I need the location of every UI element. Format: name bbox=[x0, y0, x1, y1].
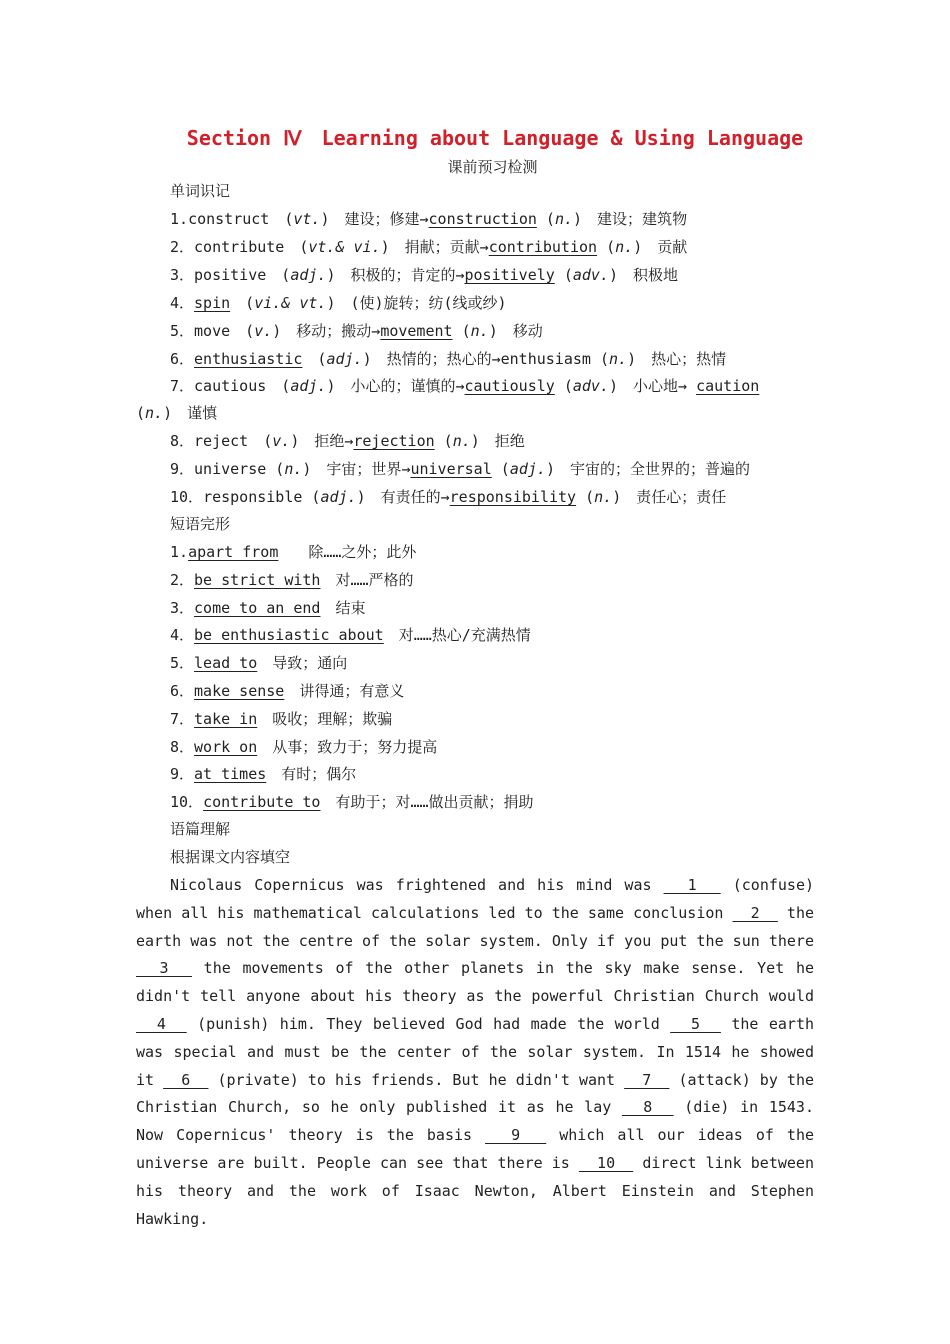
word: construct ( bbox=[188, 210, 294, 228]
part-of-speech: vt.& vi. bbox=[308, 238, 381, 256]
meaning: ) 拒绝→ bbox=[290, 432, 354, 450]
passage-text: the movements of the other planets in the sky make sense. Yet he didn't tell anyone about his theory as the powerful Christian Church would bbox=[136, 959, 815, 1006]
part-of-speech: adj. bbox=[290, 377, 327, 395]
part-of-speech: vt. bbox=[293, 210, 321, 228]
answer-blank: 5 bbox=[670, 1014, 721, 1033]
vocab-item bbox=[170, 430, 525, 452]
answer-blank: 6 bbox=[163, 1070, 209, 1089]
phrase-item bbox=[170, 736, 437, 758]
item-number: 2． bbox=[170, 570, 195, 589]
part-of-speech: n. bbox=[284, 460, 303, 478]
paren: ( bbox=[136, 404, 146, 422]
word: cautious ( bbox=[194, 377, 291, 395]
part-of-speech: adj. bbox=[290, 266, 327, 284]
meaning: ) 移动 bbox=[488, 322, 543, 340]
paren: ( bbox=[452, 322, 471, 340]
paren: ( bbox=[554, 266, 573, 284]
answer: movement bbox=[380, 322, 453, 340]
word: reject ( bbox=[194, 432, 273, 450]
word: ( bbox=[302, 350, 327, 368]
part-of-speech: adj. bbox=[326, 350, 363, 368]
item-number: 4． bbox=[170, 294, 195, 312]
vocab-item bbox=[170, 486, 726, 508]
part-of-speech: v. bbox=[254, 322, 273, 340]
item-number: 6． bbox=[170, 682, 195, 700]
answer: positively bbox=[464, 266, 555, 284]
meaning: ) 积极地 bbox=[609, 266, 679, 284]
item-number: 7． bbox=[170, 377, 195, 395]
meaning: 从事；致力于；努力提高 bbox=[257, 737, 438, 756]
cloze-passage bbox=[136, 872, 814, 1233]
part-of-speech: adj. bbox=[509, 460, 546, 478]
meaning: 有时；偶尔 bbox=[266, 765, 357, 784]
vocab-heading: 单词识记 bbox=[170, 182, 231, 200]
passage-text: direct link between his theory and the work of Isaac Newton, Albert Einstein and Stephen Hawking. bbox=[136, 1153, 814, 1228]
part-of-speech: adv. bbox=[572, 377, 609, 395]
item-number: 5． bbox=[170, 654, 195, 673]
passage-heading: 语篇理解 bbox=[170, 820, 231, 838]
paren: ( bbox=[491, 460, 510, 478]
phrase-item bbox=[170, 680, 404, 702]
passage-text: (attack) by the Christian Church, so he only published it as he lay bbox=[136, 1070, 815, 1117]
answer-blank: 10 bbox=[578, 1153, 634, 1172]
vocab-item-continuation bbox=[136, 402, 217, 424]
paren: ( bbox=[554, 377, 573, 395]
word: universe ( bbox=[194, 460, 285, 478]
passage-text: (confuse) when all his mathematical calculations led to the same conclusion bbox=[136, 876, 815, 922]
answer: make sense bbox=[194, 682, 285, 700]
item-number: 7． bbox=[170, 709, 195, 728]
item-number: 10． bbox=[170, 488, 204, 506]
meaning: 结束 bbox=[320, 598, 366, 617]
meaning: 讲得通；有意义 bbox=[284, 682, 405, 700]
answer: contribution bbox=[488, 238, 598, 256]
meaning: ) 宇宙；世界→ bbox=[302, 460, 411, 478]
answer: caution bbox=[696, 377, 760, 395]
phrase-item bbox=[170, 763, 356, 785]
answer-blank: 9 bbox=[485, 1126, 547, 1145]
item-number: 3． bbox=[170, 598, 195, 617]
vocab-item bbox=[170, 292, 507, 314]
answer: spin bbox=[194, 294, 231, 312]
item-number: 9． bbox=[170, 460, 195, 478]
phrase-item bbox=[170, 708, 392, 730]
meaning: 对……严格的 bbox=[320, 570, 414, 589]
part-of-speech: n. bbox=[609, 350, 628, 368]
answer: universal bbox=[410, 460, 492, 478]
meaning: ) 小心地→ bbox=[609, 377, 697, 395]
part-of-speech: vi.& vt. bbox=[254, 294, 327, 312]
item-number: 5． bbox=[170, 322, 195, 340]
part-of-speech: n. bbox=[554, 210, 574, 228]
meaning: 吸收；理解；欺骗 bbox=[257, 709, 393, 728]
section-title: Section Ⅳ Learning about Language & Using Language bbox=[186, 126, 804, 150]
meaning: ) 积极的；肯定的→ bbox=[326, 266, 465, 284]
meaning: ) 捐献；贡献→ bbox=[380, 238, 489, 256]
vocab-item bbox=[170, 458, 750, 480]
meaning: 除……之外；此外 bbox=[278, 543, 417, 561]
paren: ( bbox=[536, 210, 555, 228]
part-of-speech: v. bbox=[272, 432, 291, 450]
part-of-speech: adv. bbox=[572, 266, 609, 284]
part-of-speech: adj. bbox=[320, 488, 357, 506]
passage-text: (punish) him. They believed God had made the world bbox=[186, 1014, 671, 1033]
answer: rejection bbox=[353, 432, 435, 450]
part-of-speech: n. bbox=[470, 322, 489, 340]
answer-blank: 3 bbox=[136, 959, 192, 978]
meaning: ) 责任心；责任 bbox=[612, 488, 727, 506]
meaning: ) 小心的；谨慎的→ bbox=[326, 377, 465, 395]
answer: enthusiastic bbox=[194, 350, 303, 368]
vocab-item bbox=[170, 375, 759, 397]
item-number: 10． bbox=[170, 793, 204, 812]
passage-text: the earth was not the centre of the solar system. Only if you put the sun there bbox=[136, 903, 815, 950]
word: move ( bbox=[194, 322, 255, 340]
answer: responsibility bbox=[449, 488, 577, 506]
vocab-item bbox=[170, 264, 678, 286]
answer: lead to bbox=[194, 654, 258, 673]
part-of-speech: n. bbox=[615, 238, 634, 256]
item-number: 8． bbox=[170, 432, 195, 450]
vocab-item bbox=[170, 348, 726, 370]
passage-text: (die) in 1543. Now Copernicus' theory is the basis bbox=[136, 1098, 814, 1145]
paren: ( bbox=[576, 488, 595, 506]
answer-blank: 7 bbox=[624, 1070, 670, 1089]
meaning: ) 热情的；热心的→enthusiasm ( bbox=[362, 350, 609, 368]
phrase-item bbox=[170, 652, 347, 674]
meaning: ) (使)旋转；纺(线或纱) bbox=[326, 294, 507, 312]
item-number: 4． bbox=[170, 626, 195, 645]
passage-text: which all our ideas of the universe are built. People can see that there is bbox=[136, 1126, 815, 1172]
item-number: 8． bbox=[170, 737, 195, 756]
answer: apart from bbox=[188, 543, 279, 561]
answer: work on bbox=[194, 737, 258, 756]
answer: be strict with bbox=[194, 570, 321, 589]
passage-text: Nicolaus Copernicus was frightened and his mind was bbox=[170, 876, 664, 894]
item-number: 3． bbox=[170, 266, 195, 284]
meaning: ) 贡献 bbox=[633, 238, 688, 256]
meaning: ) 建设；建筑物 bbox=[573, 210, 688, 228]
passage-text: the earth was special and must be the center of the solar system. In 1514 he showed it bbox=[136, 1014, 815, 1089]
word: positive ( bbox=[194, 266, 291, 284]
meaning: ) 宇宙的；全世界的；普遍的 bbox=[545, 460, 750, 478]
item-number: 1. bbox=[170, 543, 189, 561]
vocab-item bbox=[170, 320, 543, 342]
answer: cautiously bbox=[464, 377, 555, 395]
meaning: ) 拒绝 bbox=[470, 432, 525, 450]
item-number: 9． bbox=[170, 765, 195, 784]
answer: come to an end bbox=[194, 598, 321, 617]
word: responsible ( bbox=[203, 488, 321, 506]
answer: construction bbox=[428, 210, 537, 228]
paren: ( bbox=[434, 432, 453, 450]
phrase-heading: 短语完形 bbox=[170, 515, 231, 533]
answer: take in bbox=[194, 709, 258, 728]
part-of-speech: n. bbox=[145, 404, 164, 422]
meaning: 对……热心/充满热情 bbox=[383, 626, 531, 645]
answer-blank: 8 bbox=[621, 1098, 674, 1117]
item-number: 1. bbox=[170, 210, 189, 228]
part-of-speech: n. bbox=[594, 488, 613, 506]
answer-blank: 1 bbox=[663, 876, 721, 894]
answer: at times bbox=[194, 765, 267, 784]
phrase-item bbox=[170, 541, 416, 563]
vocab-item bbox=[170, 236, 687, 258]
part-of-speech: n. bbox=[452, 432, 471, 450]
item-number: 6． bbox=[170, 350, 195, 368]
word: ( bbox=[230, 294, 255, 312]
word: contribute ( bbox=[194, 238, 309, 256]
answer-blank: 2 bbox=[732, 903, 778, 922]
answer-blank: 4 bbox=[136, 1014, 187, 1033]
passage-text: (private) to his friends. But he didn't want bbox=[208, 1070, 625, 1089]
vocab-item bbox=[170, 208, 687, 230]
meaning: ) 建设；修建→ bbox=[320, 210, 429, 228]
meaning: ) 谨慎 bbox=[163, 404, 218, 422]
phrase-item bbox=[170, 597, 365, 619]
phrase-item bbox=[170, 624, 531, 646]
answer: contribute to bbox=[203, 793, 321, 812]
meaning: 导致；通向 bbox=[257, 654, 348, 673]
meaning: ) 移动；搬动→ bbox=[272, 322, 381, 340]
passage-instruction: 根据课文内容填空 bbox=[170, 848, 291, 866]
paren: ( bbox=[597, 238, 616, 256]
phrase-item bbox=[170, 569, 414, 591]
section-subtitle: 课前预习检测 bbox=[447, 158, 538, 176]
answer: be enthusiastic about bbox=[194, 626, 384, 645]
meaning: 有助于；对……做出贡献；捐助 bbox=[320, 793, 534, 812]
meaning: ) 热心；热情 bbox=[627, 350, 727, 368]
meaning: ) 有责任的→ bbox=[356, 488, 450, 506]
item-number: 2． bbox=[170, 238, 195, 256]
phrase-item bbox=[170, 791, 534, 813]
